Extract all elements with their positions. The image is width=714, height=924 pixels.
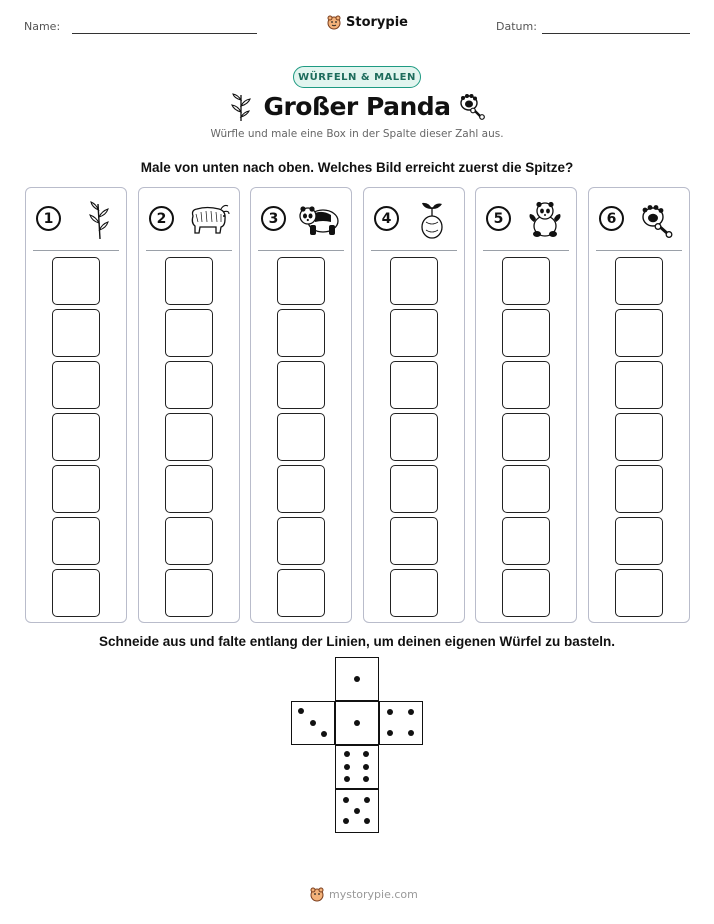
color-box[interactable] (277, 309, 325, 357)
die-pip (364, 797, 370, 803)
panda-bear-icon (297, 200, 343, 240)
name-line (72, 33, 257, 34)
coloring-instruction: Male von unten nach oben. Welches Bild erreicht zuerst die Spitze? (140, 160, 574, 175)
color-box[interactable] (277, 361, 325, 409)
die-pip (344, 764, 350, 770)
bamboo-sprig-icon (72, 200, 118, 240)
color-box[interactable] (502, 309, 550, 357)
storypie-mascot-icon (309, 886, 325, 902)
column-3 (250, 187, 352, 623)
column-4 (363, 187, 465, 623)
color-box[interactable] (277, 569, 325, 617)
paw-and-bone-icon (635, 200, 681, 240)
color-box[interactable] (502, 465, 550, 513)
die-pip (387, 730, 393, 736)
date-label: Datum: (496, 20, 537, 33)
color-box[interactable] (502, 569, 550, 617)
color-box[interactable] (502, 361, 550, 409)
color-box[interactable] (390, 309, 438, 357)
die-pip (363, 751, 369, 757)
die-pip (364, 818, 370, 824)
column-header (364, 188, 464, 250)
column-2 (138, 187, 240, 623)
column-header (589, 188, 689, 250)
bamboo-icon (229, 92, 253, 127)
column-number: 4 (374, 206, 399, 231)
column-5 (475, 187, 577, 623)
color-box[interactable] (615, 465, 663, 513)
color-box[interactable] (615, 361, 663, 409)
die-face-1 (335, 701, 379, 745)
subtitle: Würfle und male eine Box in der Spalte dieser Zahl aus. (210, 128, 504, 140)
color-box[interactable] (502, 413, 550, 461)
footer-url: mystorypie.com (329, 887, 418, 901)
yak-icon (185, 200, 231, 240)
die-face-4 (379, 701, 423, 745)
color-box[interactable] (52, 413, 100, 461)
color-box[interactable] (52, 517, 100, 565)
die-pip (354, 676, 360, 682)
die-pip (354, 808, 360, 814)
color-box[interactable] (615, 257, 663, 305)
die-pip (344, 751, 350, 757)
color-box[interactable] (52, 361, 100, 409)
die-face-3 (291, 701, 335, 745)
column-header (251, 188, 351, 250)
color-box[interactable] (390, 257, 438, 305)
die-pip (343, 818, 349, 824)
color-box[interactable] (165, 309, 213, 357)
brand-name: Storypie (346, 14, 408, 30)
sitting-panda-icon (522, 200, 568, 240)
color-box[interactable] (615, 569, 663, 617)
color-box[interactable] (165, 569, 213, 617)
color-box[interactable] (615, 309, 663, 357)
color-box[interactable] (277, 517, 325, 565)
activity-badge: WÜRFELN & MALEN (293, 66, 421, 88)
color-box[interactable] (615, 413, 663, 461)
date-line (542, 33, 690, 34)
die-pip (321, 731, 327, 737)
column-header (476, 188, 576, 250)
die-pip (387, 709, 393, 715)
color-box[interactable] (615, 517, 663, 565)
color-box[interactable] (390, 569, 438, 617)
color-box[interactable] (502, 517, 550, 565)
column-number: 2 (149, 206, 174, 231)
color-box[interactable] (502, 257, 550, 305)
color-box[interactable] (52, 569, 100, 617)
color-box[interactable] (390, 413, 438, 461)
color-box[interactable] (390, 361, 438, 409)
die-pip (363, 776, 369, 782)
die-face-1 (335, 657, 379, 701)
color-box[interactable] (165, 413, 213, 461)
die-pip (363, 764, 369, 770)
storypie-mascot-icon (326, 14, 342, 30)
color-box[interactable] (165, 465, 213, 513)
die-pip (408, 709, 414, 715)
page-title: Großer Panda (263, 92, 451, 121)
die-pip (344, 776, 350, 782)
paw-bone-icon (458, 90, 486, 125)
column-number: 5 (486, 206, 511, 231)
footer (309, 886, 418, 902)
color-box[interactable] (52, 257, 100, 305)
die-face-6 (335, 745, 379, 789)
color-box[interactable] (277, 413, 325, 461)
column-header (26, 188, 126, 250)
color-box[interactable] (165, 517, 213, 565)
color-box[interactable] (165, 257, 213, 305)
die-pip (354, 720, 360, 726)
color-box[interactable] (277, 257, 325, 305)
column-number: 1 (36, 206, 61, 231)
column-6 (588, 187, 690, 623)
cut-instruction: Schneide aus und falte entlang der Linien, um deinen eigenen Würfel zu basteln. (98, 634, 616, 649)
brand-logo (326, 14, 408, 30)
die-pip (408, 730, 414, 736)
die-face-5 (335, 789, 379, 833)
name-label: Name: (24, 20, 61, 33)
column-number: 3 (261, 206, 286, 231)
color-box[interactable] (390, 517, 438, 565)
column-number: 6 (599, 206, 624, 231)
color-box[interactable] (277, 465, 325, 513)
color-box[interactable] (165, 361, 213, 409)
color-box[interactable] (390, 465, 438, 513)
column-header (139, 188, 239, 250)
column-1 (25, 187, 127, 623)
die-pip (310, 720, 316, 726)
color-box[interactable] (52, 465, 100, 513)
seedling-icon (410, 200, 456, 240)
die-pip (298, 708, 304, 714)
die-pip (343, 797, 349, 803)
color-box[interactable] (52, 309, 100, 357)
